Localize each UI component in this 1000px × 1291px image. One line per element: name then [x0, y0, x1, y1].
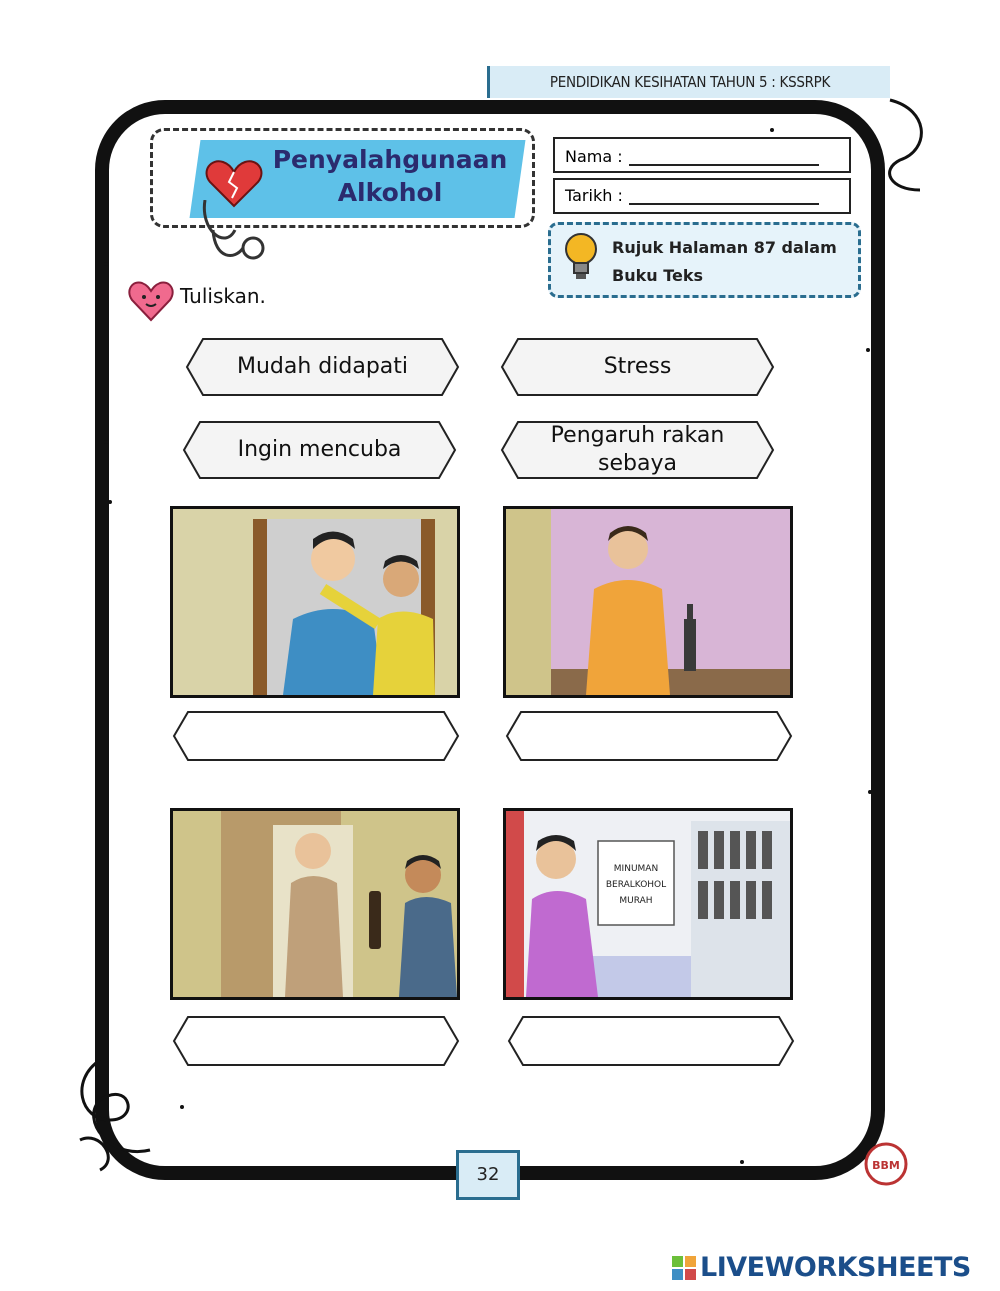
subject-header: PENDIDIKAN KESIHATAN TAHUN 5 : KSSRPK — [487, 66, 890, 98]
picture-stress — [503, 506, 793, 698]
word-bank-item[interactable] — [172, 420, 467, 480]
lightbulb-icon — [562, 232, 600, 282]
liveworksheets-brand[interactable]: LIVEWORKSHEETS — [700, 1252, 971, 1283]
decor-dot — [104, 440, 108, 444]
peer-pressure-scene-icon — [173, 509, 457, 695]
decor-dot — [770, 128, 774, 132]
name-input-line[interactable] — [629, 150, 819, 166]
shop-scene-icon — [506, 811, 790, 997]
answer-text[interactable] — [503, 710, 795, 762]
loop-doodle-icon — [880, 90, 940, 200]
stethoscope-icon — [195, 200, 275, 270]
answer-box[interactable] — [170, 1015, 462, 1067]
picture-shop — [503, 808, 793, 1000]
curiosity-scene-icon — [173, 811, 457, 997]
date-field[interactable] — [553, 178, 851, 214]
sign-line-3: MURAH — [619, 896, 653, 906]
picture-curiosity — [170, 808, 460, 1000]
answer-text[interactable] — [170, 710, 462, 762]
answer-box[interactable] — [503, 710, 795, 762]
name-field[interactable] — [553, 137, 851, 173]
instruction-text: Tuliskan. — [180, 284, 266, 308]
name-label: Nama : — [565, 147, 623, 166]
bbm-stamp-icon — [864, 1142, 908, 1186]
date-label: Tarikh : — [565, 186, 623, 205]
word-bank-label: Mudah didapati — [236, 354, 408, 379]
date-input-line[interactable] — [629, 189, 819, 205]
sign-line-2: BERALKOHOL — [605, 880, 667, 890]
decor-dot — [108, 500, 112, 504]
picture-peer-pressure — [170, 506, 460, 698]
word-bank-item[interactable] — [490, 337, 785, 397]
answer-text[interactable] — [505, 1015, 797, 1067]
page-title — [260, 143, 520, 209]
word-bank-label: Stress — [603, 354, 672, 379]
decor-dot — [180, 1105, 184, 1109]
reference-text: Rujuk Halaman 87 dalam Buku Teks — [612, 238, 837, 285]
decor-dot — [868, 790, 872, 794]
decor-dot — [866, 348, 870, 352]
word-bank-item[interactable] — [175, 337, 470, 397]
title-line-1: Penyalahgunaan — [272, 145, 508, 174]
page-number: 32 — [456, 1150, 520, 1200]
title-line-2: Alkohol — [337, 178, 443, 207]
answer-text[interactable] — [170, 1015, 462, 1067]
stress-scene-icon — [506, 509, 790, 695]
decor-dot — [740, 1160, 744, 1164]
answer-box[interactable] — [170, 710, 462, 762]
liveworksheets-logo-icon — [672, 1256, 696, 1280]
bbm-stamp-text: BBM — [872, 1159, 900, 1172]
word-bank-item[interactable] — [490, 420, 785, 480]
sign-line-1: MINUMAN — [613, 864, 659, 874]
decor-dot — [104, 262, 108, 266]
heart-icon — [128, 280, 174, 322]
word-bank-label: Pengaruh rakan sebaya — [550, 423, 725, 476]
word-bank-label: Ingin mencuba — [237, 437, 402, 462]
answer-box[interactable] — [505, 1015, 797, 1067]
